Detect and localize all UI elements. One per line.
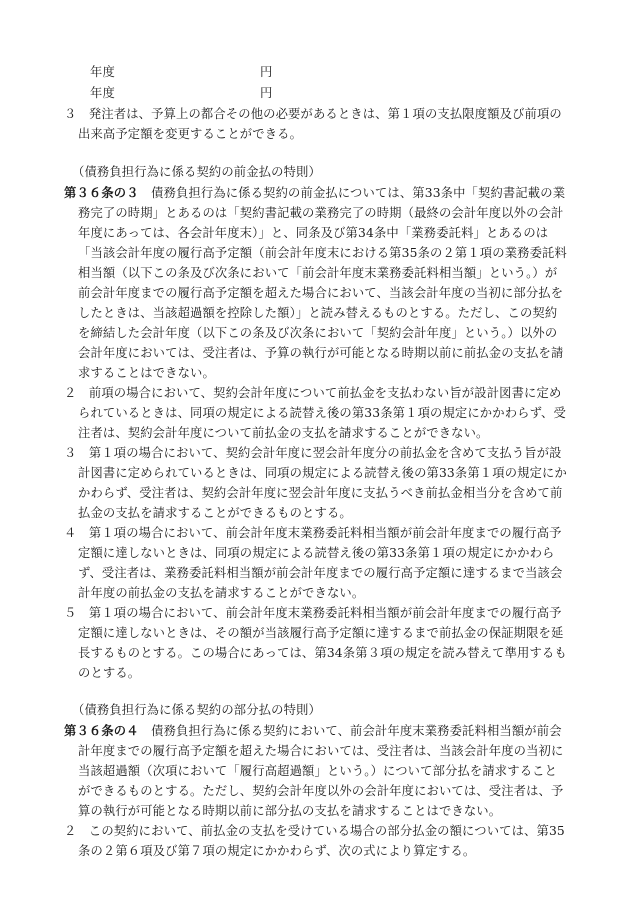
year-label: 年度 — [90, 86, 115, 100]
item-2-line: られているときは、同項の規定による読替え後の第33条第１項の規定にかかわらず、受 — [78, 406, 566, 420]
article-line: 「当該会計年度の履行高予定額（前会計年度末における第35条の２第１項の業務委託料 — [78, 246, 567, 260]
item-3-line: 払金の支払を請求することができるものとする。 — [78, 506, 352, 520]
article-line: 務完了の時期」とあるのは「契約書記載の業務完了の時期（最終の会計年度以外の会計 — [78, 206, 564, 220]
year-label: 年度 — [90, 65, 115, 79]
item-5-line: のとする。 — [78, 666, 141, 680]
paragraph-3-line-1: ３ 発注者は、予算上の都合その他の必要があるときは、第１項の支払限度額及び前項の — [64, 107, 562, 121]
article-line: 前会計年度までの履行高予定額を超えた場合において、当該会計年度の当初に部分払を — [78, 286, 564, 300]
article-number: 第３６条の４ — [64, 723, 139, 738]
item-3-line: ３ 第１項の場合において、契約会計年度に翌会計年度分の前払金を含めて支払う旨が設 — [64, 446, 562, 460]
article-line: を締結した会計年度（以下この条及び次条において「契約会計年度」という。）以外の — [78, 326, 558, 340]
item-3-line: かわらず、受注者は、契約会計年度に翌会計年度に支払うべき前払金相当分を含めて前 — [78, 486, 563, 500]
item-5-line: ５ 第１項の場合において、前会計年度末業務委託料相当額が前会計年度までの履行高予 — [64, 606, 562, 620]
paragraph-3-line-2: 出来高予定額を変更することができる。 — [78, 127, 303, 141]
article-text: 債務負担行為に係る契約の前金払については、第33条中「契約書記載の業 — [138, 186, 566, 200]
item-4-line: ず、受注者は、業務委託料相当額が前会計年度までの履行高予定額に達するまで当該会 — [78, 566, 563, 580]
article-line: 年度にあっては、各会計年度末）」と、同条及び第34条中「業務委託料」とあるのは — [78, 226, 549, 240]
article-line: ができるものとする。ただし、契約会計年度以外の会計年度においては、受注者は、予 — [78, 784, 564, 798]
section-heading: （債務負担行為に係る契約の前金払の特則） — [72, 165, 321, 179]
yen-label: 円 — [260, 65, 273, 79]
article-line-1 — [64, 721, 562, 741]
section-heading: （債務負担行為に係る契約の部分払の特則） — [72, 703, 321, 717]
article-line-1 — [64, 183, 565, 203]
article-line: 求することはできない。 — [78, 366, 215, 380]
item-5-line: 長するものとする。この場合にあっては、第34条第３項の規定を読み替えて準用するも — [78, 646, 567, 660]
item-2-line: 条の２第６項及び第７項の規定にかかわらず、次の式により算定する。 — [78, 844, 476, 858]
article-line: したときは、当該超過額を控除した額）」と読み替えるものとする。ただし、この契約 — [78, 306, 558, 320]
article-line: 会計年度においては、受注者は、予算の執行が可能となる時期以前に前払金の支払を請 — [78, 346, 564, 360]
item-2-line: 注者は、契約会計年度について前払金の支払を請求することができない。 — [78, 426, 489, 440]
item-5-line: 定額に達しないときは、その額が当該履行高予定額に達するまで前払金の保証期限を延 — [78, 626, 564, 640]
article-line: 算の執行が可能となる時期以前に部分払の支払を請求することはできない。 — [78, 804, 502, 818]
article-text: 債務負担行為に係る契約において、前会計年度末業務委託料相当額が前会 — [138, 724, 562, 738]
article-line: 相当額（以下この条及び次条において「前会計年度末業務委託料相当額」という。）が — [78, 266, 558, 280]
yen-label: 円 — [260, 86, 273, 100]
article-line: 当該超過額（次項において「履行高超過額」という。）について部分払を請求すること — [78, 764, 558, 778]
article-line: 計年度までの履行高予定額を超えた場合においては、受注者は、当該会計年度の当初に — [78, 744, 564, 758]
article-number: 第３６条の３ — [64, 185, 139, 200]
item-4-line: 定額に達しないときは、同項の規定による読替え後の第33条第１項の規定にかかわら — [78, 546, 555, 560]
item-2-line: ２ この契約において、前払金の支払を受けている場合の部分払金の額については、第35 — [64, 824, 565, 838]
item-4-line: ４ 第１項の場合において、前会計年度末業務委託料相当額が前会計年度までの履行高予 — [64, 526, 562, 540]
item-2-line: ２ 前項の場合において、契約会計年度について前払金を支払わない旨が設計図書に定め — [64, 386, 562, 400]
item-3-line: 計図書に定められているときは、同項の規定による読替え後の第33条第１項の規定にか — [78, 466, 567, 480]
item-4-line: 計年度の前払金の支払を請求することができない。 — [78, 586, 365, 600]
